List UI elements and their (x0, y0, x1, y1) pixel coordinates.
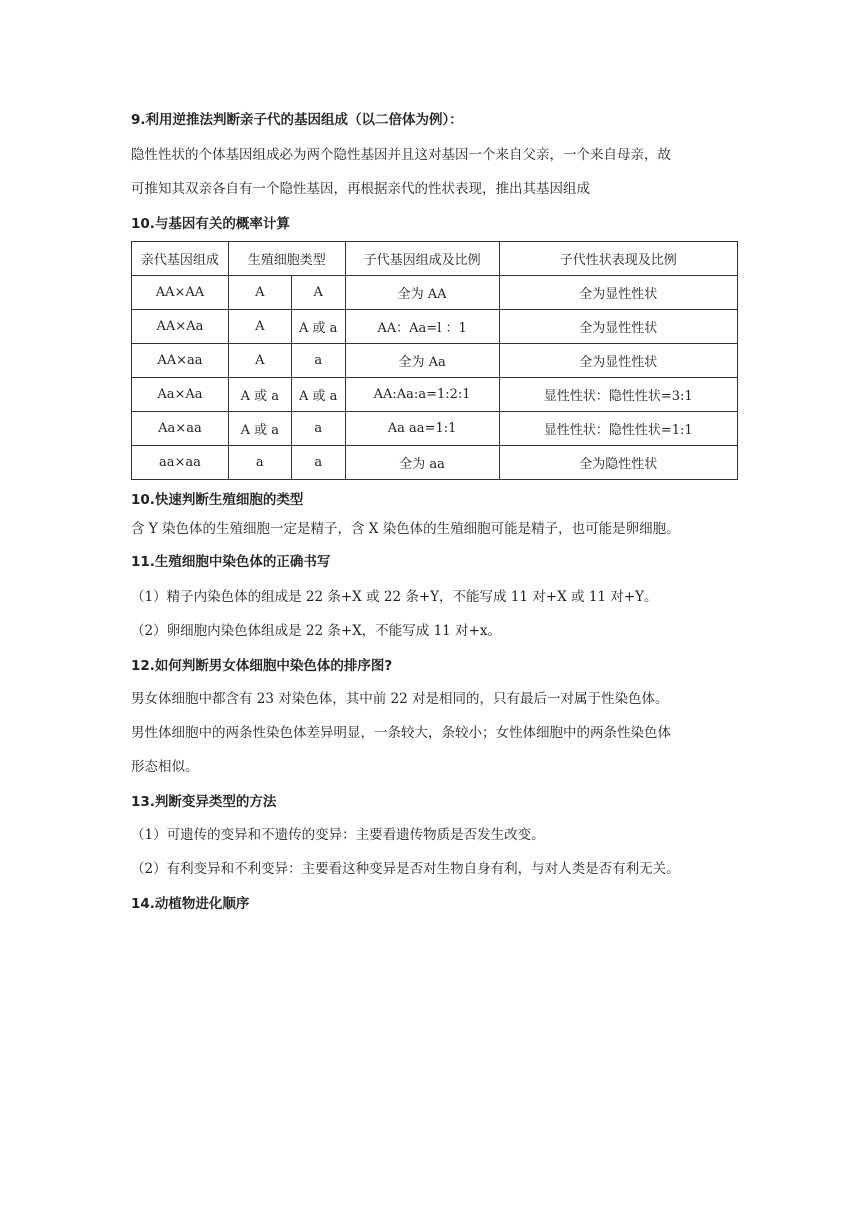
section-9-paragraph-line-2: 可推知其双亲各自有一个隐性基因，再根据亲代的性状表现，推出其基因组成 (131, 181, 590, 197)
table-cell: AA：Aa=l ：1 (345, 310, 499, 344)
table-cell: Aa aa=1:1 (345, 412, 499, 446)
header-parent-genotype: 亲代基因组成 (132, 242, 229, 276)
table-cell: 全为显性性状 (499, 310, 737, 344)
table-cell: 显性性状：隐性性状=1:1 (499, 412, 737, 446)
section-13-item-2: （2）有利变异和不利变异：主要看这种变异是否对生物自身有利，与对人类是否有利无关。 (131, 861, 680, 877)
table-cell: A (228, 310, 291, 344)
section-12-heading: 12.如何判断男女体细胞中染色体的排序图? (131, 658, 393, 674)
table-row (132, 276, 738, 310)
table-cell: 显性性状：隐性性状=3:1 (499, 378, 737, 412)
table-cell: AA×AA (132, 276, 229, 310)
probability-table (131, 241, 738, 480)
section-13-heading: 13.判断变异类型的方法 (131, 794, 277, 810)
table-cell: A 或 a (291, 310, 345, 344)
table-cell: AA×Aa (132, 310, 229, 344)
table-cell: a (291, 412, 345, 446)
table-row (132, 446, 738, 480)
table-cell: AA:Aa:a=1:2:1 (345, 378, 499, 412)
section-12-paragraph-line-1: 男女体细胞中都含有 23 对染色体，其中前 22 对是相同的，只有最后一对属于性染色体。 (131, 691, 669, 707)
table-cell: A 或 a (291, 378, 345, 412)
section-11-item-1: （1）精子内染色体的组成是 22 条+X 或 22 条+Y，不能写成 11 对+X 或 11 对+Y。 (131, 589, 658, 605)
section-12-paragraph-line-3: 形态相似。 (131, 759, 199, 775)
table-row (132, 378, 738, 412)
table-cell: A (228, 344, 291, 378)
section-11-item-2: （2）卵细胞内染色体组成是 22 条+X，不能写成 11 对+x。 (131, 623, 501, 639)
table-cell: A (291, 276, 345, 310)
section-13-item-1: （1）可遗传的变异和不遗传的变异：主要看遗传物质是否发生改变。 (131, 827, 545, 843)
section-10b-heading: 10.快速判断生殖细胞的类型 (131, 492, 304, 508)
table-cell: a (291, 446, 345, 480)
table-cell: A (228, 276, 291, 310)
table-cell: Aa×Aa (132, 378, 229, 412)
table-cell: Aa×aa (132, 412, 229, 446)
table-cell: aa×aa (132, 446, 229, 480)
section-9-paragraph-line-1: 隐性性状的个体基因组成必为两个隐性基因并且这对基因一个来自父亲，一个来自母亲，故 (131, 147, 671, 163)
table-cell: 全为显性性状 (499, 344, 737, 378)
section-10b-paragraph: 含 Y 染色体的生殖细胞一定是精子，含 X 染色体的生殖细胞可能是精子，也可能是卵细胞。 (131, 521, 680, 537)
table-header-row (132, 242, 738, 276)
table-cell: 全为显性性状 (499, 276, 737, 310)
table-cell: A 或 a (228, 412, 291, 446)
section-10-heading: 10.与基因有关的概率计算 (131, 216, 290, 232)
table-cell: 全为 AA (345, 276, 499, 310)
table-row (132, 412, 738, 446)
table-cell: AA×aa (132, 344, 229, 378)
table-cell: 全为隐性性状 (499, 446, 737, 480)
header-offspring-genotype: 子代基因组成及比例 (345, 242, 499, 276)
section-12-paragraph-line-2: 男性体细胞中的两条性染色体差异明显，一条较大，条较小；女性体细胞中的两条性染色体 (131, 725, 671, 741)
header-offspring-phenotype: 子代性状表现及比例 (499, 242, 737, 276)
table-cell: 全为 Aa (345, 344, 499, 378)
document-body (131, 108, 741, 912)
table-cell: A 或 a (228, 378, 291, 412)
section-9-heading: 9.利用逆推法判断亲子代的基因组成（以二倍体为例）： (131, 112, 463, 128)
section-11-heading: 11.生殖细胞中染色体的正确书写 (131, 554, 331, 570)
table-row (132, 310, 738, 344)
section-14-heading: 14.动植物进化顺序 (131, 896, 250, 912)
table-cell: a (228, 446, 291, 480)
header-gamete-type: 生殖细胞类型 (228, 242, 345, 276)
table-row (132, 344, 738, 378)
table-cell: a (291, 344, 345, 378)
table-cell: 全为 aa (345, 446, 499, 480)
